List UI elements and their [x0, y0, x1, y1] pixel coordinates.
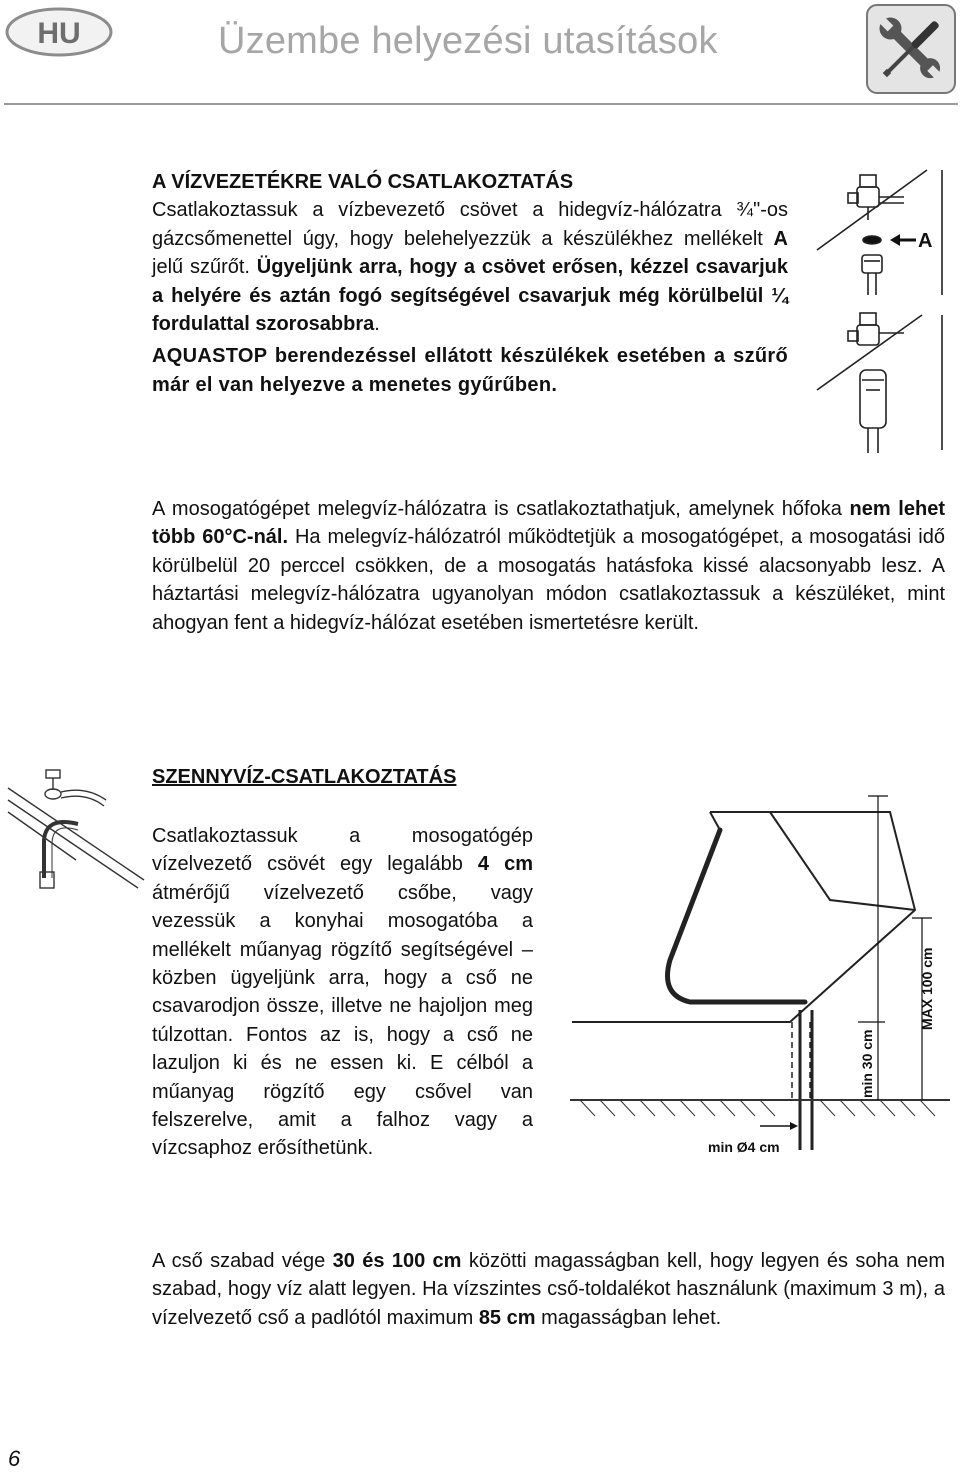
water-connection-section [152, 168, 788, 399]
wrench-screwdriver-icon [866, 4, 956, 94]
warning-text: Ügyeljünk arra, hogy a csövet erősen, kézzel csavarjuk a helyére és aztán fogó segítségével csavarjuk még körülbelül ¼ fordulattal szorosabbra [152, 256, 788, 336]
max-floor-height: 85 cm [478, 1306, 536, 1329]
drain-height-diagram [560, 790, 960, 1170]
text-run: Csatlakoztassuk a mosogatógép vízelvezető csövét egy legalább [152, 825, 533, 876]
text-run: közötti magasságban kell, hogy legyen és soha nem szabad, hogy víz alatt legyen. Ha vízszintes cső-toldalékot használunk (maximum 3 m), a vízelvezető cső a padlótól maximum [152, 1250, 946, 1329]
hose-height-paragraph [152, 1247, 945, 1332]
text-run: Ha melegvíz-hálózatról működtetjük a mosogatógépet, a mosogatási idő körülbelül 20 perccel csökken, de a mosogatás hatásfoka kissé alacsonyabb lesz. A háztartási melegvíz-hálózatra ugyanolyan módon csatlakoztassuk a készüléket, mint ahogyan fent a hidegvíz-hálózat esetében ismertetésre került. [152, 526, 945, 634]
water-connection-heading: A VÍZVEZETÉKRE VALÓ CSATLAKOZTATÁS [152, 171, 574, 193]
max-height-label: MAX 100 cm [919, 947, 935, 1030]
filter-a-label: A [918, 230, 933, 252]
drain-connection-paragraph [152, 822, 533, 1163]
page-title: Üzembe helyezési utasítások [218, 20, 718, 62]
page-number: 6 [8, 1446, 21, 1471]
text-run: . [374, 313, 380, 336]
text-run: jelű szűrőt. [152, 256, 257, 279]
sink-hose-figure [6, 760, 146, 900]
min-diameter: 4 cm [477, 853, 533, 876]
header-divider [4, 103, 958, 105]
inlet-filter-figure [812, 165, 947, 455]
hot-water-paragraph [152, 495, 945, 637]
text-run: magasságban lehet. [535, 1306, 722, 1329]
text-run: Csatlakoztassuk a vízbevezető csövet a hidegvíz-hálózatra ¾"-os gázcsőmenettel úgy, hogy belehelyezzük a készülékhez mellékelt [152, 199, 788, 250]
drain-connection-heading: SZENNYVÍZ-CSATLAKOZTATÁS [152, 766, 457, 788]
text-run: átmérőjű vízelvezető csőbe, vagy vezessük a konyhai mosogatóba a mellékelt műanyag rögzítő segítségével – közben ügyeljünk arra, hogy a cső ne csavarodjon össze, illetve ne hajoljon meg túlzottan. Fontos az is, hogy a cső ne lazuljon ki és ne essen ki. E célból a műanyag rögzítő egy csővel van felszerelve, amit a falhoz vagy a vízcsaphoz erősíthetünk. [152, 881, 533, 1160]
aquastop-note: AQUASTOP berendezéssel ellátott készülékek esetében a szűrő már el van helyezve a menetes gyűrűben. [152, 345, 788, 396]
min-diameter-label: min Ø4 cm [708, 1139, 780, 1155]
temperature-limit: nem lehet több 60°C-nál. [152, 498, 945, 549]
height-range: 30 és 100 cm [332, 1250, 462, 1272]
language-badge [4, 6, 114, 58]
filter-label-ref: A [773, 227, 788, 250]
text-run: A mosogatógépet melegvíz-hálózatra is csatlakoztathatjuk, amelynek hőfoka [152, 498, 850, 520]
language-badge-text: HU [37, 17, 81, 50]
min-height-label: min 30 cm [859, 1029, 875, 1098]
text-run: A cső szabad vége [152, 1250, 333, 1272]
water-connection-paragraph [152, 196, 788, 338]
